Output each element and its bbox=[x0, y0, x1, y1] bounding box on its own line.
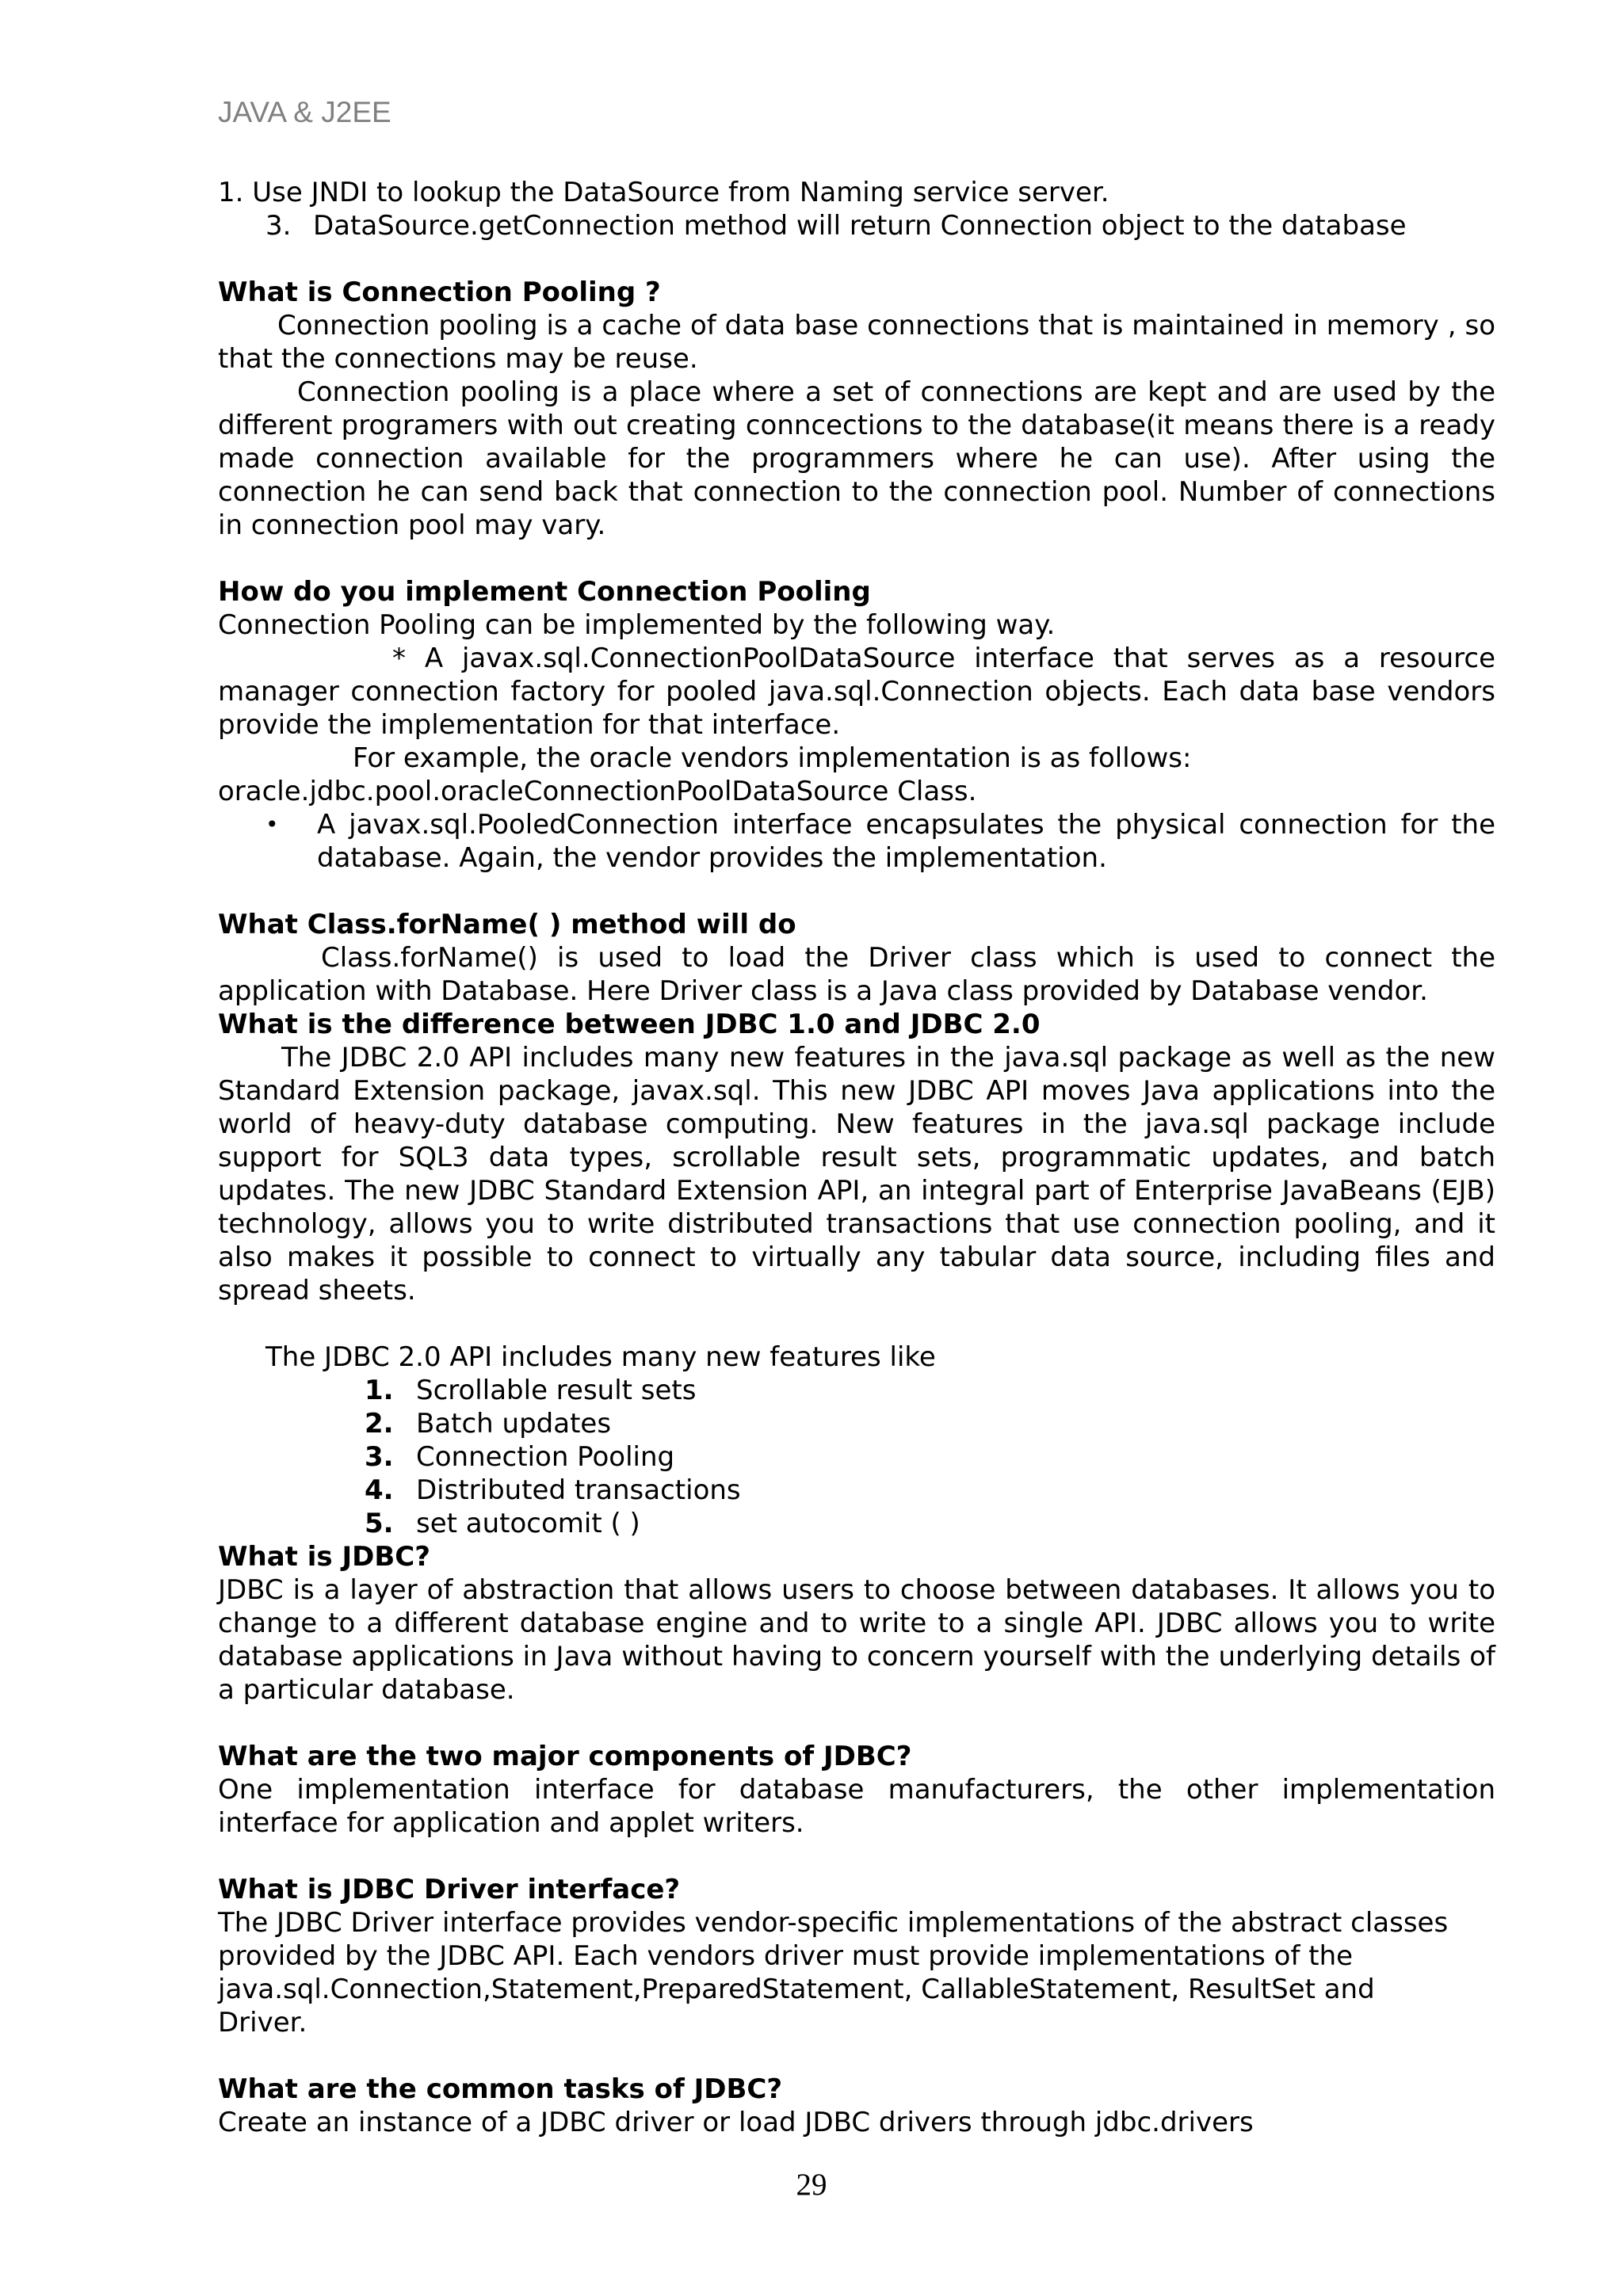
paragraph: Connection pooling is a cache of data base connections that is maintained in memory , so that the connections may be reuse. bbox=[218, 310, 1495, 375]
step-text: DataSource.getConnection method will return Connection object to the database bbox=[313, 210, 1407, 242]
intro-step-1: 1. Use JNDI to lookup the DataSource from Naming service server. bbox=[218, 177, 1109, 208]
list-item bbox=[365, 1407, 1495, 1440]
paragraph: Connection pooling is a place where a set of connections are kept and are used by the different programers with out creating conncections to the database(it means there is a ready made connection available for the programmers where he can use). After using the connection he can send back that connection to the connection pool. Number of connections in connection pool may vary. bbox=[218, 376, 1495, 541]
list-item bbox=[365, 1374, 1495, 1407]
heading-common-tasks: What are the common tasks of JDBC? bbox=[218, 2073, 783, 2105]
list-text: Batch updates bbox=[416, 1408, 612, 1440]
list-text: Distributed transactions bbox=[416, 1474, 741, 1506]
star-item: * A javax.sql.ConnectionPoolDataSource interface that serves as a resource manager connection factory for pooled java.sql.Connection objects. Each data base vendors provide the implementation for that interface. bbox=[218, 643, 1495, 741]
bullet-text: A javax.sql.PooledConnection interface encapsulates the physical connection for the database. Again, the vendor provides the implementation. bbox=[317, 809, 1495, 874]
class-name: oracle.jdbc.pool.oracleConnectionPoolDataSource Class. bbox=[218, 776, 977, 807]
text-line: The JDBC Driver interface provides vendor-specific implementations of the abstract classes bbox=[218, 1907, 1449, 1939]
list-text: Scrollable result sets bbox=[416, 1375, 697, 1406]
text-line: Driver. bbox=[218, 2007, 307, 2039]
list-number: 1. bbox=[365, 1375, 394, 1406]
paragraph: One implementation interface for database manufacturers, the other implementation interface for application and applet writers. bbox=[218, 1774, 1495, 1839]
features-list bbox=[365, 1374, 1495, 1540]
list-number: 4. bbox=[365, 1474, 394, 1506]
step-number: 3. bbox=[265, 210, 292, 242]
page-content bbox=[218, 176, 1495, 2139]
running-header: JAVA & J2EE bbox=[218, 96, 391, 128]
paragraph: JDBC is a layer of abstraction that allows users to choose between databases. It allows you to change to a different database engine and to write to a single API. JDBC allows you to write database applications in Java without having to concern yourself with the underlying details of a particular database. bbox=[218, 1574, 1495, 1706]
list-item bbox=[365, 1474, 1495, 1507]
bullet-item bbox=[265, 808, 1495, 875]
heading-what-is-jdbc: What is JDBC? bbox=[218, 1541, 430, 1573]
text-line: provided by the JDBC API. Each vendors driver must provide implementations of the bbox=[218, 1940, 1354, 1972]
heading-connection-pooling: What is Connection Pooling ? bbox=[218, 277, 661, 308]
heading-forname: What Class.forName( ) method will do bbox=[218, 909, 796, 940]
paragraph: Create an instance of a JDBC driver or load JDBC drivers through jdbc.drivers bbox=[218, 2107, 1254, 2138]
list-number: 2. bbox=[365, 1408, 394, 1440]
intro-step-3 bbox=[218, 209, 1495, 242]
text-line: java.sql.Connection,Statement,PreparedStatement, CallableStatement, ResultSet and bbox=[218, 1974, 1375, 2005]
list-text: Connection Pooling bbox=[416, 1441, 675, 1473]
paragraph: The JDBC 2.0 API includes many new features in the java.sql package as well as the new Standard Extension package, javax.sql. This new JDBC API moves Java applications into the world of heavy-duty database computing. New features in the java.sql package include support for SQL3 data types, scrollable result sets, programmatic updates, and batch updates. The new JDBC Standard Extension API, an integral part of Enterprise JavaBeans (EJB) technology, allows you to write distributed transactions that use connection pooling, and it also makes it possible to connect to virtually any tabular data source, including files and spread sheets. bbox=[218, 1042, 1495, 1306]
list-item bbox=[365, 1440, 1495, 1474]
paragraph: Class.forName() is used to load the Driver class which is used to connect the application with Database. Here Driver class is a Java class provided by Database vendor. bbox=[218, 942, 1495, 1007]
bullet-icon: • bbox=[265, 811, 279, 837]
heading-components: What are the two major components of JDBC? bbox=[218, 1741, 912, 1772]
paragraph: The JDBC 2.0 API includes many new features like bbox=[265, 1341, 936, 1373]
paragraph: Connection Pooling can be implemented by the following way. bbox=[218, 609, 1056, 641]
list-number: 3. bbox=[365, 1441, 394, 1473]
paragraph: For example, the oracle vendors implementation is as follows: bbox=[353, 742, 1192, 774]
list-item bbox=[365, 1507, 1495, 1540]
heading-implement-pooling: How do you implement Connection Pooling bbox=[218, 576, 871, 608]
list-number: 5. bbox=[365, 1508, 394, 1539]
page-number: 29 bbox=[796, 2168, 827, 2202]
heading-driver-interface: What is JDBC Driver interface? bbox=[218, 1874, 681, 1905]
list-text: set autocomit ( ) bbox=[416, 1508, 640, 1539]
heading-jdbc-difference: What is the difference between JDBC 1.0 and JDBC 2.0 bbox=[218, 1009, 1041, 1040]
